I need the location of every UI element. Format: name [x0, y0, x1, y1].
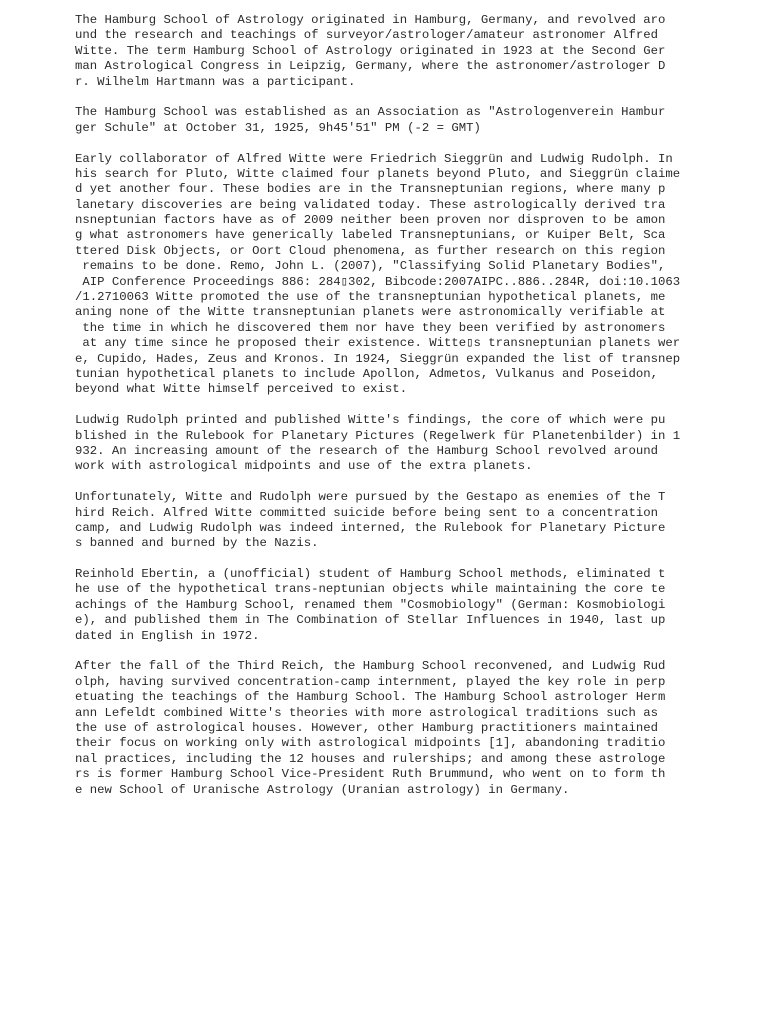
- text-line: s banned and burned by the Nazis.: [75, 536, 319, 551]
- text-line: Early collaborator of Alfred Witte were Friedrich Sieggrün and Ludwig Rudolph. In: [75, 151, 673, 166]
- text-line: Witte. The term Hamburg School of Astrology originated in 1923 at the Second Ger: [75, 43, 666, 58]
- text-line: Ludwig Rudolph printed and published Witte's findings, the core of which were pu: [75, 413, 666, 428]
- text-line: ann Lefeldt combined Witte's theories with more astrological traditions such as: [75, 705, 658, 720]
- text-line: r. Wilhelm Hartmann was a participant.: [75, 74, 356, 89]
- text-line: lanetary discoveries are being validated today. These astrologically derived tra: [75, 197, 666, 212]
- paragraph: [75, 490, 705, 552]
- text-line: d yet another four. These bodies are in the Transneptunian regions, where many p: [75, 182, 666, 197]
- text-line: blished in the Rulebook for Planetary Pictures (Regelwerk für Planetenbilder) in 1: [75, 428, 681, 443]
- text-line: work with astrological midpoints and use of the extra planets.: [75, 459, 533, 474]
- text-line: The Hamburg School was established as an Association as "Astrologenverein Hambur: [75, 105, 666, 120]
- text-line: ger Schule" at October 31, 1925, 9h45'51" PM (-2 = GMT): [75, 120, 481, 135]
- paragraph: [75, 13, 705, 90]
- text-line: ttered Disk Objects, or Oort Cloud phenomena, as further research on this region: [75, 243, 666, 258]
- text-line: etuating the teachings of the Hamburg School. The Hamburg School astrologer Herm: [75, 690, 666, 705]
- text-line: olph, having survived concentration-camp internment, played the key role in perp: [75, 674, 666, 689]
- text-line: nsneptunian factors have as of 2009 neither been proven nor disproven to be amon: [75, 213, 666, 228]
- text-line: dated in English in 1972.: [75, 628, 260, 643]
- text-line: e, Cupido, Hades, Zeus and Kronos. In 1924, Sieggrün expanded the list of transnep: [75, 351, 681, 366]
- document-body: [75, 13, 705, 813]
- text-line: und the research and teachings of surveyor/astrologer/amateur astronomer Alfred: [75, 28, 658, 43]
- text-line: AIP Conference Proceedings 886: 284▯302, Bibcode:2007AIPC..886..284R, doi:10.1063: [75, 274, 681, 289]
- text-line: After the fall of the Third Reich, the Hamburg School reconvened, and Ludwig Rud: [75, 659, 666, 674]
- paragraph: [75, 152, 705, 398]
- paragraph: [75, 659, 705, 798]
- text-line: /1.2710063 Witte promoted the use of the transneptunian hypothetical planets, me: [75, 290, 666, 305]
- paragraph: [75, 567, 705, 644]
- text-line: aning none of the Witte transneptunian planets were astronomically verifiable at: [75, 305, 666, 320]
- paragraph: [75, 413, 705, 475]
- text-line: the time in which he discovered them nor have they been verified by astronomers: [75, 320, 666, 335]
- text-line: The Hamburg School of Astrology originated in Hamburg, Germany, and revolved aro: [75, 13, 666, 27]
- text-line: their focus on working only with astrological midpoints [1], abandoning traditio: [75, 736, 666, 751]
- text-line: hird Reich. Alfred Witte committed suicide before being sent to a concentration: [75, 505, 658, 520]
- text-line: e new School of Uranische Astrology (Uranian astrology) in Germany.: [75, 782, 570, 797]
- text-line: the use of astrological houses. However, other Hamburg practitioners maintained: [75, 720, 658, 735]
- text-line: beyond what Witte himself perceived to exist.: [75, 382, 408, 397]
- text-line: g what astronomers have generically labeled Transneptunians, or Kuiper Belt, Sca: [75, 228, 666, 243]
- text-line: achings of the Hamburg School, renamed them "Cosmobiology" (German: Kosmobiologi: [75, 597, 666, 612]
- text-line: his search for Pluto, Witte claimed four planets beyond Pluto, and Sieggrün claime: [75, 166, 681, 181]
- text-line: man Astrological Congress in Leipzig, Germany, where the astronomer/astrologer D: [75, 59, 666, 74]
- paragraph: [75, 105, 705, 136]
- text-line: tunian hypothetical planets to include Apollon, Admetos, Vulkanus and Poseidon,: [75, 366, 658, 381]
- text-line: remains to be done. Remo, John L. (2007), "Classifying Solid Planetary Bodies",: [75, 259, 666, 274]
- text-line: at any time since he proposed their existence. Witte▯s transneptunian planets wer: [75, 336, 681, 351]
- text-line: Reinhold Ebertin, a (unofficial) student of Hamburg School methods, eliminated t: [75, 567, 666, 582]
- text-line: rs is former Hamburg School Vice-President Ruth Brummund, who went on to form th: [75, 767, 666, 782]
- text-line: nal practices, including the 12 houses and rulerships; and among these astrologe: [75, 751, 666, 766]
- text-line: Unfortunately, Witte and Rudolph were pursued by the Gestapo as enemies of the T: [75, 490, 666, 505]
- text-line: e), and published them in The Combination of Stellar Influences in 1940, last up: [75, 613, 666, 628]
- text-line: camp, and Ludwig Rudolph was indeed interned, the Rulebook for Planetary Picture: [75, 520, 666, 535]
- text-line: he use of the hypothetical trans-neptunian objects while maintaining the core te: [75, 582, 666, 597]
- text-line: 932. An increasing amount of the research of the Hamburg School revolved around: [75, 443, 658, 458]
